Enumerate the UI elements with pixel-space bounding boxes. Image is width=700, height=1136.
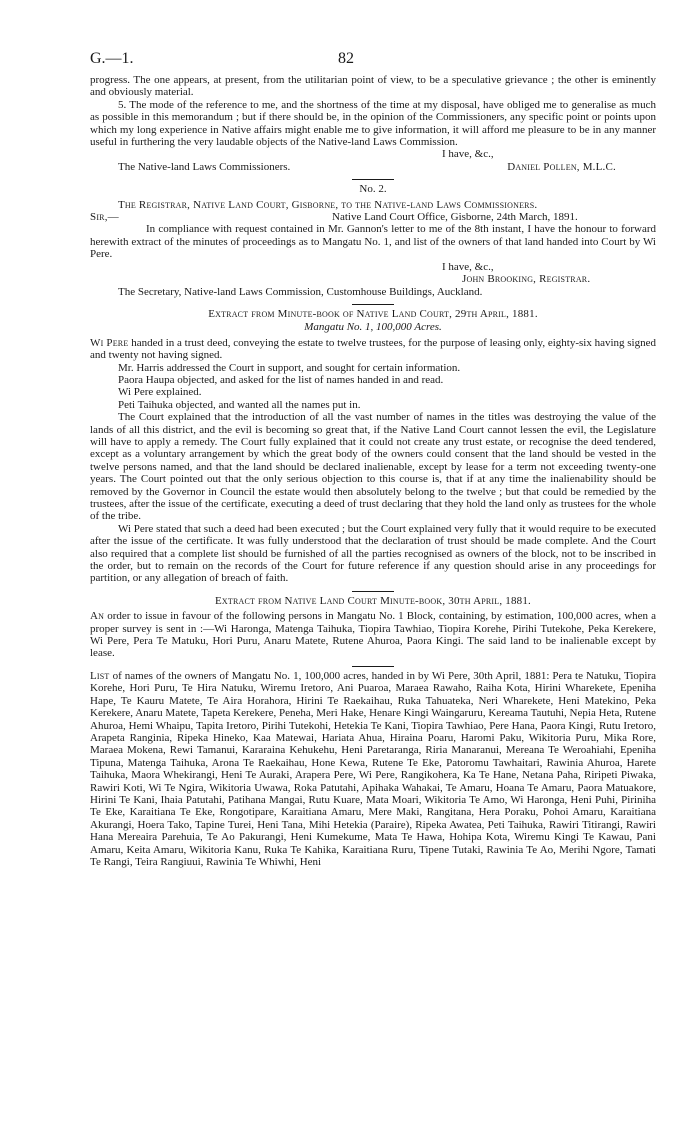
section-rule bbox=[352, 591, 394, 592]
extract-1-subtitle: Mangatu No. 1, 100,000 Acres. bbox=[304, 321, 442, 334]
letter-signatory: John Brooking, Registrar. bbox=[462, 273, 591, 286]
running-head bbox=[90, 50, 656, 74]
document-body bbox=[90, 74, 656, 868]
section-rule bbox=[352, 666, 394, 667]
extract-2-heading: Extract from Native Land Court Minute-book, 30th April, 1881. bbox=[214, 594, 532, 607]
memo-paragraph-5: 5. The mode of the reference to me, and the shortness of the time at my disposal, have obliged me to generalise as much as possible in this memorandum ; but if there should be, in the opinion of the Commissioners, any specific point or points upon which my long experience in Native affairs might enable me to give information, it will afford me pleasure to be in any manner useful in furthering the very laudable objects of the Native-land Laws Commission. bbox=[90, 98, 656, 149]
document-reference: G.—1. bbox=[90, 50, 134, 67]
extract-1-line: Mr. Harris addressed the Court in support, and sought for certain information. bbox=[118, 361, 461, 374]
memo-signature-row bbox=[90, 161, 656, 173]
extract-1-line: Peti Taihuka objected, and wanted all the names put in. bbox=[118, 398, 361, 411]
letter-body: In compliance with request contained in Mr. Gannon's letter to me of the 8th instant, I have the honour to forward herewith extract of the minutes of proceedings as to Mangatu No. 1, and list of the owners of that land handed into Court by Wi Pere. bbox=[90, 223, 656, 261]
extract-1-heading: Extract from Minute-book of Native Land Court, 29th April, 1881. bbox=[208, 307, 538, 320]
extract-2-body: An order to issue in favour of the following persons in Mangatu No. 1 Block, containing, by estimation, 100,000 acres, when a proper survey is sent in :—Wi Haronga, Matenga Taihuka, Tiopira Tawhiao, Tiopira Korehe, Pirihi Tutekohe, Peka Kerekere, Wi Pere, Pera Te Matuku, Hori Puru, Anaru Matete, Rutene Ahuroa, Paora Kingi. The said land to be inalienable except by lease. bbox=[90, 610, 656, 660]
section-rule bbox=[352, 179, 394, 180]
owners-list: List of names of the owners of Mangatu No. 1, 100,000 acres, handed in by Wi Pere, 30th April, 1881: Pera te Natuku, Tiopira Korehe, Hori Puru, Te Hira Natuku, Wiremu Iretoro, Ani Puaroa, Maraea Rawaho, Raiha Kota, Hirini Wharekete, Epeniha Hape, Te Kauru Matete, Te Aira Horahora, Hirini Te Raekaihau, Ruka Tahuateka, Neri Wharekete, Heni Matekino, Peka Kerekere, Anaru Matete, Tapeta Kerekere, Peneha, Meri Hake, Henare Kingi Waingaruru, Kereama Tautuhi, Nepia Heta, Rutene Ahuroa, Hemi Whaipu, Tapita Iretoro, Pirihi Tutekohi, Hetekia Te Kani, Tiopira Tawhiao, Pere Hana, Paora Kingi, Rutu Iretoro, Arapeta Ranginia, Ripeka Hineko, Kaa Matewai, Hariata Ahua, Hiraina Poaru, Haromi Paku, Wikitoria Puru, Mika Rore, Maraea Mokena, Rewi Tamanui, Kararaina Kehukehu, Heni Paretaranga, Riria Manaranui, Mereana Te Weroahiahi, Epeniha Tipuna, Matenga Taihuka, Arona Te Raekaihau, Hone Kewa, Rutene Te Eke, Patoromu Tawhaitari, Rawinia Ahuroa, Harete Taihuka, Maora Whekirangi, Heni Te Auraki, Arapera Pere, Wi Pere, Rangikohera, Ka Te Hane, Netana Paha, Riripeti Piwaka, Rawiri Koti, Wi Te Ngira, Wikitoria Uwawa, Roka Patutahi, Apihaka Wahakai, Te Amaru, Hoana Te Amaru, Paora Matuakore, Hirini Te Kani, Ihaia Patutahi, Patihana Mangai, Rutu Kuare, Mata Moari, Wikitoria Te Amo, Wi Haronga, Heni Puhi, Piriniha Te Eke, Karaitiana Te Eke, Rongotipare, Karaitiana Amaru, Mere Maki, Rangitana, Hera Poraku, Pohoi Amaru, Karaitiana Akurangi, Hoera Tako, Tapine Turei, Heni Tana, Mihi Hetekia (Paraire), Ripeka Awatea, Peti Taihuka, Rawiri Titirangi, Rawiri Hana Mereaira Parehuia, Te Ao Pakurangi, Heni Kumekume, Mata Te Hawa, Hohipa Kota, Wiremu Kingi Te Kawau, Pani Amaru, Keita Amaru, Wikitoria Kanu, Ruka Te Kahika, Karaitiana Ruru, Tipene Tutaki, Rawinia Te Ao, Merihi Ngore, Tamati Te Rangi, Teira Rangiuui, Rawinia Te Whiwhi, Heni bbox=[90, 669, 656, 868]
section-rule bbox=[352, 304, 394, 305]
memo-addressee: The Native-land Laws Commissioners. bbox=[118, 160, 291, 173]
extract-1-line: Wi Pere explained. bbox=[118, 386, 202, 399]
letter-closing: I have, &c., bbox=[442, 260, 494, 273]
extract-1-line: Paora Haupa objected, and asked for the list of names handed in and read. bbox=[118, 373, 444, 386]
memo-closing: I have, &c., bbox=[442, 148, 494, 161]
letter-addressee: The Secretary, Native-land Laws Commission, Customhouse Buildings, Auckland. bbox=[118, 285, 483, 298]
letter-address-row bbox=[90, 211, 656, 223]
letter-number-heading: No. 2. bbox=[359, 183, 387, 196]
memo-signatory: Daniel Pollen, M.L.C. bbox=[507, 160, 616, 173]
letter-salutation: Sir,— bbox=[90, 211, 119, 224]
extract-1-court-paragraph: The Court explained that the introduction of all the vast number of names in the titles was destroying the value of the lands of all this district, and the evil is becoming so great that, if the Native Land Court cannot lessen the evil, the Legislature will have to apply a remedy. The Court fully explained that it could not create any trust estate, or recognise the deed tendered, except as a voluntary arrangement by which the great body of the owners could consent that the land should be vested in the twelve persons named, and that the land should be declared inalienable, except by lease for a term not exceeding twenty-one years. The Court pointed out that the only serious objection to this course is, that if at any time the inalienability should be removed by the Governor in Council the estate would then absolutely belong to the twelve ; but that could be remedied by the trustees, after the issue of the certificate, executing a deed of trust declaring that they hold the land only as trustees for the whole of the tribe. bbox=[90, 411, 656, 523]
extract-1-lead-paragraph: Wi Pere handed in a trust deed, conveying the estate to twelve trustees, for the purpose of leasing only, eighty-six having signed and twenty not having signed. bbox=[90, 336, 656, 362]
memo-progress-paragraph: progress. The one appears, at present, from the utilitarian point of view, to be a speculative grievance ; the other is eminently and obviously material. bbox=[90, 74, 656, 99]
extract-1-wipere-paragraph: Wi Pere stated that such a deed had been executed ; but the Court explained very fully that it would require to be executed after the issue of the certificate. It was fully understood that the declaration of trust should be made complete. And the Court also required that a complete list should be furnished of all the parties recognised as owners of the block, not to be inscribed in the order, but to remain on the records of the Court for future reference if any question should arise in any proceedings for partition, or any allegation of breach of faith. bbox=[90, 522, 656, 585]
letter-place-date: Native Land Court Office, Gisborne, 24th March, 1891. bbox=[332, 211, 578, 224]
letter-route: The Registrar, Native Land Court, Gisborne, to the Native-land Laws Commissioners. bbox=[118, 198, 538, 211]
page-number: 82 bbox=[338, 50, 354, 67]
